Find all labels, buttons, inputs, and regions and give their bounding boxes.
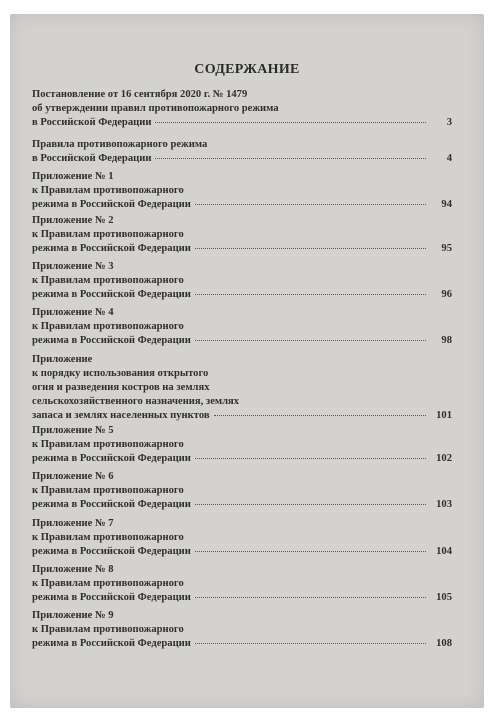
dot-leader xyxy=(155,158,426,159)
toc-entry-last-line xyxy=(32,198,452,212)
toc-entry[interactable] xyxy=(32,470,452,512)
dot-leader xyxy=(195,204,426,205)
toc-entry[interactable] xyxy=(32,138,452,166)
toc-title: СОДЕРЖАНИЕ xyxy=(194,62,300,77)
toc-entry-line: Приложение № 6 xyxy=(32,471,114,482)
toc-entry-last-line xyxy=(32,637,452,651)
toc-entry-line: режима в Российской Федерации xyxy=(32,453,191,464)
toc-entry-line: режима в Российской Федерации xyxy=(32,335,191,346)
toc-entry[interactable] xyxy=(32,563,452,605)
toc-entry[interactable] xyxy=(32,424,452,466)
toc-entry-line: режима в Российской Федерации xyxy=(32,289,191,300)
toc-entry-line: к Правилам противопожарного xyxy=(32,439,184,450)
toc-entry-line: к Правилам противопожарного xyxy=(32,485,184,496)
toc-entry-line: режима в Российской Федерации xyxy=(32,499,191,510)
dot-leader xyxy=(195,294,426,295)
toc-entry-line: Приложение xyxy=(32,354,93,365)
page-number: 105 xyxy=(436,592,452,603)
toc-entry-line: Приложение № 5 xyxy=(32,425,114,436)
toc-entry-line: Приложение № 9 xyxy=(32,610,114,621)
toc-entry-line: к Правилам противопожарного xyxy=(32,321,184,332)
page-number: 96 xyxy=(441,289,452,300)
book-page xyxy=(10,14,484,708)
toc-entry-line: Приложение № 7 xyxy=(32,518,114,529)
toc-entry-line: режима в Российской Федерации xyxy=(32,199,191,210)
dot-leader xyxy=(195,643,426,644)
toc-entry[interactable] xyxy=(32,517,452,559)
toc-entry-last-line xyxy=(32,498,452,512)
toc-entry-line: к порядку использования открытого xyxy=(32,368,209,379)
toc-entry[interactable] xyxy=(32,609,452,651)
dot-leader xyxy=(195,248,426,249)
toc-entry-last-line xyxy=(32,545,452,559)
toc-entry[interactable] xyxy=(32,214,452,256)
toc-entry-line: режима в Российской Федерации xyxy=(32,243,191,254)
page-number: 4 xyxy=(446,153,452,164)
toc-entry-line: режима в Российской Федерации xyxy=(32,638,191,649)
toc-entry-line: об утверждении правил противопожарного режима xyxy=(32,103,279,114)
dot-leader xyxy=(155,122,426,123)
page-number: 98 xyxy=(441,335,452,346)
toc-entry-line: Правила противопожарного режима xyxy=(32,139,208,150)
page-number: 103 xyxy=(436,499,452,510)
dot-leader xyxy=(195,597,426,598)
toc-entry[interactable] xyxy=(32,260,452,302)
page-number: 3 xyxy=(446,117,452,128)
dot-leader xyxy=(195,504,426,505)
toc-entry-line: Постановление от 16 сентября 2020 г. № 1479 xyxy=(32,89,248,100)
toc-entry-line: к Правилам противопожарного xyxy=(32,624,184,635)
toc-entry-line: Приложение № 4 xyxy=(32,307,114,318)
toc-entry-line: к Правилам противопожарного xyxy=(32,578,184,589)
toc-entry-line: в Российской Федерации xyxy=(32,153,152,164)
page-number: 104 xyxy=(436,546,452,557)
dot-leader xyxy=(214,415,426,416)
toc-entry-line: Приложение № 3 xyxy=(32,261,114,272)
page-number: 95 xyxy=(441,243,452,254)
toc-entry-line: сельскохозяйственного назначения, землях xyxy=(32,396,240,407)
page-number: 101 xyxy=(436,410,452,421)
toc-entry-line: режима в Российской Федерации xyxy=(32,592,191,603)
toc-entry-line: запаса и землях населенных пунктов xyxy=(32,410,210,421)
toc-entry-line: к Правилам противопожарного xyxy=(32,532,184,543)
toc-entry[interactable] xyxy=(32,353,452,423)
toc-entry-last-line xyxy=(32,242,452,256)
dot-leader xyxy=(195,551,426,552)
toc-entry-line: Приложение № 2 xyxy=(32,215,114,226)
toc-entry-line: огня и разведения костров на землях xyxy=(32,382,210,393)
toc-entry-last-line xyxy=(32,334,452,348)
toc-entry-line: в Российской Федерации xyxy=(32,117,152,128)
toc-entry-last-line xyxy=(32,409,452,423)
toc-entry-line: Приложение № 8 xyxy=(32,564,114,575)
toc-entry-last-line xyxy=(32,591,452,605)
toc-entry-line: Приложение № 1 xyxy=(32,171,114,182)
toc-entry[interactable] xyxy=(32,88,452,130)
toc-entry-line: к Правилам противопожарного xyxy=(32,229,184,240)
toc-entry[interactable] xyxy=(32,306,452,348)
toc-entry[interactable] xyxy=(32,170,452,212)
toc-entry-line: к Правилам противопожарного xyxy=(32,185,184,196)
page-number: 94 xyxy=(441,199,452,210)
page-number: 108 xyxy=(436,638,452,649)
dot-leader xyxy=(195,340,426,341)
dot-leader xyxy=(195,458,426,459)
toc-entry-last-line xyxy=(32,452,452,466)
toc-entry-last-line xyxy=(32,288,452,302)
toc-entry-line: режима в Российской Федерации xyxy=(32,546,191,557)
toc-entry-line: к Правилам противопожарного xyxy=(32,275,184,286)
toc-entry-last-line xyxy=(32,152,452,166)
toc-entry-last-line xyxy=(32,116,452,130)
page-number: 102 xyxy=(436,453,452,464)
